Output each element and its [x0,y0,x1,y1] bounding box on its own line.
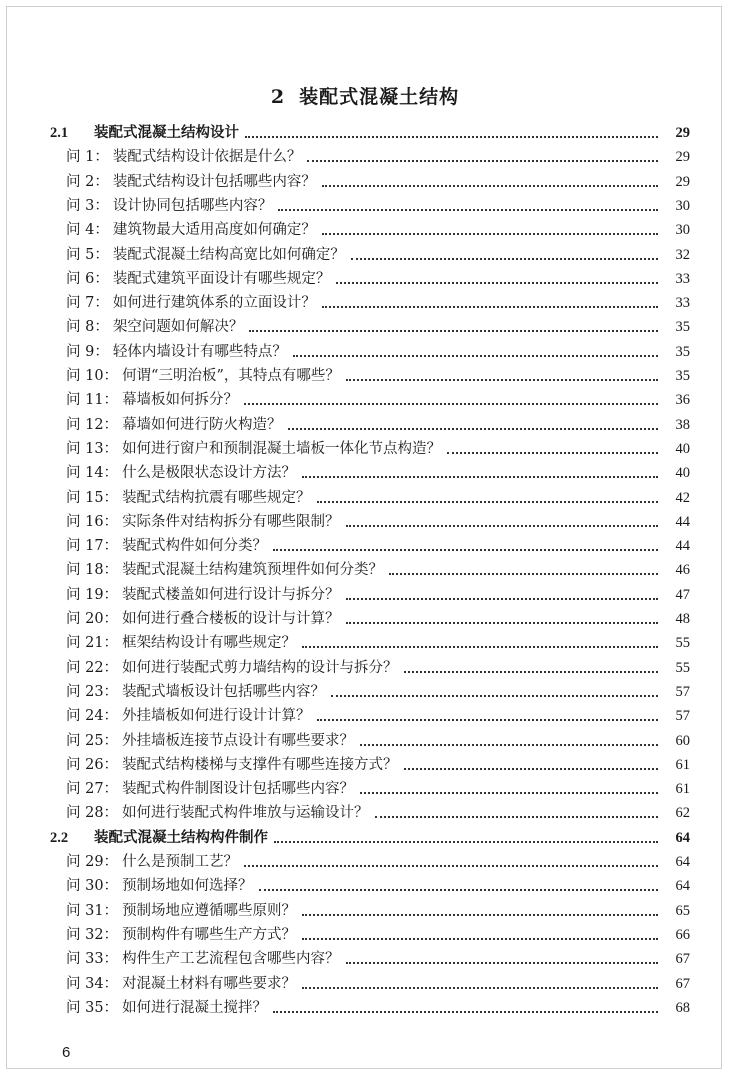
toc-entry-label [66,440,441,458]
dot-leader [274,841,658,843]
toc-question-row [66,167,690,191]
dot-leader [336,282,658,284]
toc-entry-label [66,683,325,701]
question-text: 装配式混凝土结构高宽比如何确定？ [112,246,345,263]
toc-page-number: 67 [675,975,690,992]
chapter-title-text: 装配式混凝土结构 [299,86,460,108]
toc-entry-label [66,950,340,968]
question-prefix: 问 12： [66,416,119,433]
toc-question-row [66,726,690,750]
toc-page-number: 44 [675,513,690,530]
question-text: 实际条件对结构拆分有哪些限制？ [122,513,340,530]
toc-entry-label [66,707,311,725]
toc-question-row [66,434,690,458]
toc-entry-label [66,246,345,264]
toc-entry-label [66,586,340,604]
toc-entry-label [66,367,340,385]
dot-leader [346,598,658,600]
toc-question-row [66,750,690,774]
question-prefix: 问 5： [66,246,109,263]
toc-page-number: 33 [675,295,690,312]
question-text: 装配式构件制图设计包括哪些内容？ [122,781,355,798]
question-prefix: 问 3： [66,197,109,214]
question-text: 架空问题如何解决？ [112,319,244,336]
question-text: 装配式结构楼梯与支撑件有哪些连接方式？ [122,756,398,773]
toc-page-number: 67 [675,951,690,968]
toc-question-row [66,531,690,555]
toc-entry-label [66,780,354,798]
question-text: 外挂墙板连接节点设计有哪些要求？ [122,732,355,749]
question-text: 预制构件有哪些生产方式？ [122,926,297,943]
question-prefix: 问 18： [66,562,119,579]
question-text: 装配式结构设计包括哪些内容？ [112,173,316,190]
dot-leader [302,938,658,940]
toc-question-row [66,458,690,482]
toc-page-number: 42 [675,489,690,506]
toc-page-number: 33 [675,270,690,287]
toc-question-row [66,920,690,944]
toc-question-row [66,264,690,288]
dot-leader [317,719,658,721]
dot-leader [360,744,658,746]
question-prefix: 问 8： [66,319,109,336]
question-prefix: 问 1： [66,149,109,166]
toc-page-number: 48 [675,611,690,627]
question-prefix: 问 35： [66,999,119,1016]
dot-leader [302,987,658,989]
dot-leader [244,403,658,405]
question-prefix: 问 31： [66,902,119,919]
toc-page-number: 64 [675,878,690,895]
toc-page-number: 57 [675,683,690,700]
toc-page-number: 64 [675,854,690,870]
toc-question-row [66,677,690,701]
question-prefix: 问 10： [66,368,119,384]
toc-entry-label [66,634,296,652]
toc-question-row [66,774,690,798]
toc-entry-label [66,804,369,822]
dot-leader [273,549,658,551]
question-prefix: 问 22： [66,659,119,676]
dot-leader [447,452,658,454]
dot-leader [375,816,658,818]
question-prefix: 问 6： [66,270,109,287]
toc-entry-label [66,999,267,1017]
toc-question-row [66,410,690,434]
toc-entry-label [66,197,272,215]
dot-leader [317,501,658,503]
toc-entry-label [66,464,296,482]
toc-page-number: 29 [675,125,690,141]
toc-question-row [66,337,690,361]
dot-leader [346,379,658,381]
question-prefix: 问 25： [66,732,119,749]
question-prefix: 问 27： [66,781,119,798]
question-prefix: 问 14： [66,465,119,482]
question-text: 设计协同包括哪些内容？ [112,197,273,214]
question-text: 装配式结构抗震有哪些规定？ [122,489,311,506]
question-prefix: 问 24： [66,708,119,725]
question-text: 如何进行装配式构件堆放与运输设计？ [122,805,369,822]
section-number: 2.1 [50,125,69,141]
dot-leader [302,476,658,478]
dot-leader [307,160,658,162]
toc-question-row [66,580,690,604]
toc-page-number: 61 [675,756,690,773]
dot-leader [245,136,658,138]
toc-page-number: 62 [675,805,690,822]
toc-page-number: 32 [675,246,690,263]
toc-question-row [66,507,690,531]
toc-entry-label [66,416,282,434]
toc-question-row [66,653,690,677]
question-prefix: 问 32： [66,926,119,943]
question-text: 建筑物最大适用高度如何确定？ [112,222,316,239]
toc-question-row [66,798,690,822]
dot-leader [322,306,658,308]
question-prefix: 问 11： [66,392,119,409]
dot-leader [404,768,658,770]
question-prefix: 问 21： [66,635,119,652]
toc-entry-label [66,561,383,579]
toc-question-row [66,969,690,993]
question-prefix: 问 26： [66,756,119,773]
question-text: 对混凝土材料有哪些要求？ [122,975,297,992]
toc-page-number: 40 [675,465,690,482]
dot-leader [360,792,658,794]
question-prefix: 问 7： [66,295,109,312]
toc-entry-label [66,513,340,531]
toc-entry-label [66,732,354,750]
toc-question-row [66,288,690,312]
toc-entry-label [66,926,296,944]
toc-question-row [66,215,690,239]
toc-page-number: 64 [675,829,690,846]
question-prefix: 问 13： [66,440,119,457]
toc-question-row [66,896,690,920]
toc-section-row [50,823,690,847]
dot-leader [351,258,658,260]
chapter-title [0,82,730,109]
dot-leader [244,865,658,867]
question-prefix: 问 2： [66,173,109,190]
section-title: 装配式混凝土结构构件制作 [94,828,268,846]
toc-entry-label [66,270,330,288]
toc-entry-label [66,853,238,871]
toc-entry-label [66,877,253,895]
question-text: 装配式构件如何分类？ [122,538,268,555]
toc-entry-label [66,902,296,920]
toc-page-number: 36 [675,392,690,409]
dot-leader [249,330,658,332]
dot-leader [346,962,658,964]
toc-page-number: 60 [675,732,690,749]
toc-entry-label [50,124,239,142]
toc-entry-label [66,294,316,312]
toc-page-number: 66 [675,926,690,943]
question-prefix: 问 33： [66,951,119,968]
section-number: 2.2 [50,829,69,846]
toc-question-row [66,483,690,507]
question-text: 外挂墙板如何进行设计计算？ [122,708,311,725]
toc-entry-label [66,610,340,628]
question-text: 幕墙板如何拆分？ [122,392,239,409]
question-text: 装配式混凝土结构建筑预埋件如何分类？ [122,562,384,579]
dot-leader [346,622,658,624]
toc-entry-label [66,756,398,774]
toc-page-number: 55 [675,635,690,652]
toc-question-row [66,701,690,725]
toc-entry-label [66,318,243,336]
question-prefix: 问 20： [66,611,119,627]
toc-question-row [66,604,690,628]
toc-page-number: 35 [675,368,690,384]
dot-leader [302,646,658,648]
toc-entry-label [66,537,267,555]
question-text: 轻体内墙设计有哪些特点？ [112,343,287,360]
question-prefix: 问 34： [66,975,119,992]
dot-leader [404,671,658,673]
question-text: 预制场地应遵循哪些原则？ [122,902,297,919]
toc-question-row [66,555,690,579]
toc-question-row [66,944,690,968]
toc-page-number: 35 [675,343,690,360]
section-title: 装配式混凝土结构设计 [94,124,239,141]
question-text: 什么是极限状态设计方法？ [122,465,297,482]
toc-page-number: 57 [675,708,690,725]
question-text: 构件生产工艺流程包含哪些内容？ [122,951,340,968]
toc-question-row [66,628,690,652]
question-text: 装配式楼盖如何进行设计与拆分？ [122,586,340,603]
toc-page-number: 55 [675,659,690,676]
question-text: 预制场地如何选择？ [122,878,253,895]
question-text: 何谓“三明治板”，其特点有哪些？ [122,368,340,384]
question-text: 如何进行建筑体系的立面设计？ [112,295,316,312]
toc-page-number: 30 [675,197,690,214]
question-prefix: 问 30： [66,878,119,895]
question-prefix: 问 15： [66,489,119,506]
question-text: 什么是预制工艺？ [122,854,239,870]
question-prefix: 问 4： [66,222,109,239]
dot-leader [273,1011,658,1013]
toc-entry-label [66,659,398,677]
toc-page-number: 35 [675,319,690,336]
question-prefix: 问 28： [66,805,119,822]
question-prefix: 问 29： [66,854,119,870]
toc-entry-label [66,489,311,507]
question-text: 幕墙如何进行防火构造？ [122,416,282,433]
toc-entry-label [66,975,296,993]
toc-page-number: 44 [675,538,690,555]
toc-page-number: 61 [675,781,690,798]
question-text: 装配式结构设计依据是什么？ [112,149,302,166]
toc-question-row [66,240,690,264]
toc-page-number: 40 [675,440,690,457]
dot-leader [322,233,658,235]
dot-leader [302,914,658,916]
question-prefix: 问 23： [66,683,119,700]
toc-question-row [66,361,690,385]
toc-page-number: 30 [675,222,690,239]
toc-entry-label [66,343,287,361]
question-text: 装配式墙板设计包括哪些内容？ [122,683,326,700]
page-number: 6 [62,1044,71,1061]
question-text: 如何进行装配式剪力墙结构的设计与拆分？ [122,659,398,676]
question-text: 如何进行混凝土搅拌？ [122,999,268,1016]
toc-page-number: 29 [675,149,690,166]
dot-leader [389,573,658,575]
toc-page-number: 68 [675,999,690,1016]
dot-leader [346,525,658,527]
toc-page-number: 65 [675,902,690,919]
toc-entry-label [66,173,316,191]
question-text: 框架结构设计有哪些规定？ [122,635,297,652]
toc-entry-label [66,391,238,409]
toc-question-row [66,847,690,871]
question-text: 如何进行叠合楼板的设计与计算？ [122,611,340,627]
dot-leader [288,428,658,430]
toc-question-row [66,191,690,215]
dot-leader [259,889,658,891]
toc-question-row [66,312,690,336]
toc-page-number: 46 [675,562,690,579]
question-prefix: 问 19： [66,586,119,603]
toc-entry-label [66,221,316,239]
question-prefix: 问 16： [66,513,119,530]
question-prefix: 问 9： [66,343,109,360]
dot-leader [331,695,658,697]
question-prefix: 问 17： [66,538,119,555]
toc-entry-label [66,148,301,166]
question-text: 如何进行窗户和预制混凝土墙板一体化节点构造？ [122,440,442,457]
toc-question-row [66,385,690,409]
toc-page-number: 47 [675,586,690,603]
toc-entry-label [50,829,268,847]
toc-question-row [66,871,690,895]
toc-question-row [66,993,690,1017]
toc-page-number: 29 [675,173,690,190]
toc-section-row [50,118,690,142]
dot-leader [322,185,658,187]
toc-page-number: 38 [675,416,690,433]
dot-leader [293,355,658,357]
chapter-number: 2 [270,86,286,108]
dot-leader [278,209,658,211]
toc-question-row [66,142,690,166]
question-text: 装配式建筑平面设计有哪些规定？ [112,270,331,287]
